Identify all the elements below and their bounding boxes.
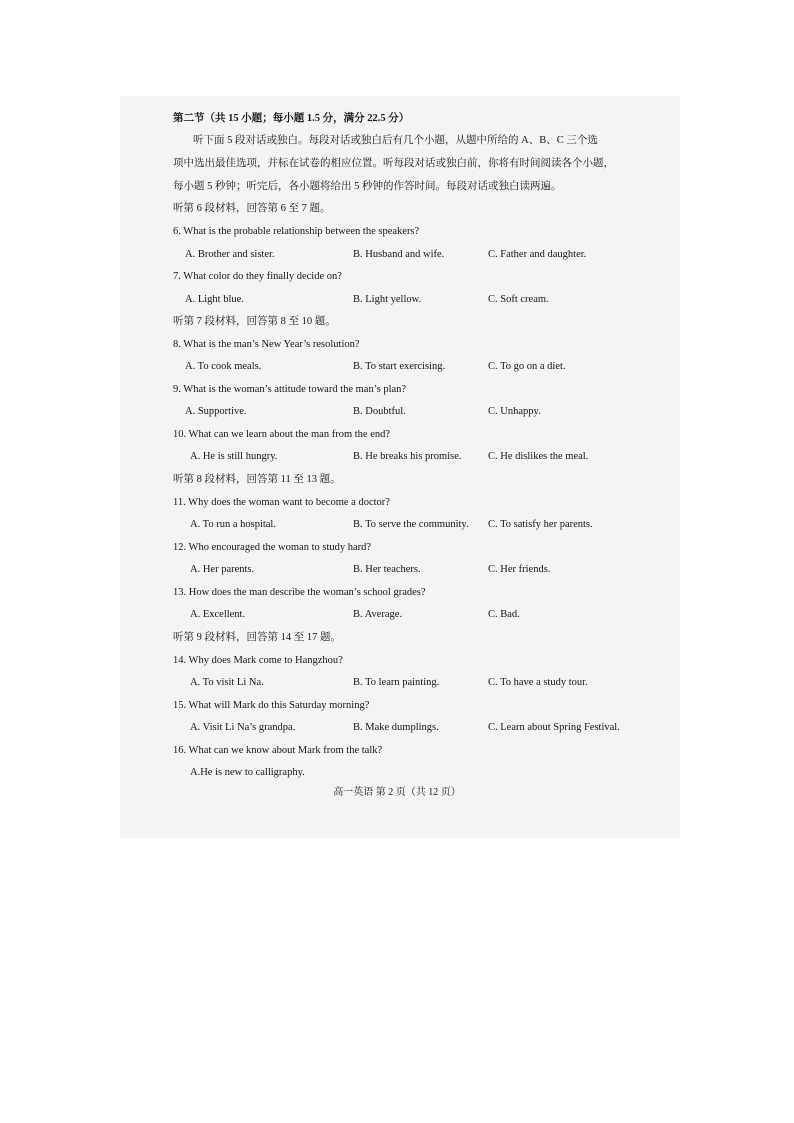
option-c: C. To have a study tour. (488, 677, 588, 688)
option-a: A. To run a hospital. (190, 519, 276, 530)
option-a: A. Her parents. (190, 564, 255, 575)
option-b: B. To start exercising. (353, 361, 446, 372)
question-text: 7. What color do they finally decide on? (173, 271, 342, 282)
option-c: C. Bad. (488, 609, 520, 620)
option-a: A. To cook meals. (185, 361, 262, 372)
option-a: A. To visit Li Na. (190, 677, 264, 688)
option-c: C. To go on a diet. (488, 361, 566, 372)
question-text: 6. What is the probable relationship between the speakers? (173, 226, 420, 237)
option-c: C. To satisfy her parents. (488, 519, 593, 530)
group-intro: 听第 7 段材料，回答第 8 至 10 题。 (173, 316, 336, 327)
question-text: 10. What can we learn about the man from the end? (173, 429, 391, 440)
question-text: 9. What is the woman’s attitude toward the man’s plan? (173, 384, 407, 395)
question-text: 16. What can we know about Mark from the talk? (173, 745, 383, 756)
option-b: B. To learn painting. (353, 677, 440, 688)
option-a: A. Visit Li Na’s grandpa. (190, 722, 296, 733)
question-text: 12. Who encouraged the woman to study hard? (173, 542, 372, 553)
option-b: B. Doubtful. (353, 406, 406, 417)
option-a: A. Brother and sister. (185, 249, 275, 260)
instruction-line: 听下面 5 段对话或独白。每段对话或独白后有几个小题，从题中所给的 A、B、C 三个选 (193, 135, 598, 146)
question-text: 13. How does the man describe the woman’s school grades? (173, 587, 426, 598)
group-intro: 听第 9 段材料，回答第 14 至 17 题。 (173, 632, 341, 643)
instruction-line: 项中选出最佳选项，并标在试卷的相应位置。听每段对话或独白前，你将有时间阅读各个小题， (173, 158, 614, 169)
option-b: B. To serve the community. (353, 519, 469, 530)
option-a: A. Light blue. (185, 294, 244, 305)
option-c: C. Father and daughter. (488, 249, 587, 260)
section-heading: 第二节（共 15 小题；每小题 1.5 分，满分 22.5 分） (173, 113, 410, 124)
option-a: A. He is still hungry. (190, 451, 278, 462)
option-c: C. Soft cream. (488, 294, 549, 305)
option-b: B. He breaks his promise. (353, 451, 462, 462)
option-b: B. Husband and wife. (353, 249, 445, 260)
group-intro: 听第 8 段材料，回答第 11 至 13 题。 (173, 474, 341, 485)
question-text: 14. Why does Mark come to Hangzhou? (173, 655, 343, 666)
option-c: C. Unhappy. (488, 406, 541, 417)
option-a: A.He is new to calligraphy. (190, 767, 305, 778)
option-b: B. Make dumplings. (353, 722, 439, 733)
question-text: 11. Why does the woman want to become a doctor? (173, 497, 390, 508)
option-a: A. Supportive. (185, 406, 247, 417)
question-text: 8. What is the man’s New Year’s resolution? (173, 339, 360, 350)
option-c: C. Learn about Spring Festival. (488, 722, 620, 733)
question-text: 15. What will Mark do this Saturday morning? (173, 700, 370, 711)
group-intro: 听第 6 段材料，回答第 6 至 7 题。 (173, 203, 331, 214)
option-b: B. Her teachers. (353, 564, 421, 575)
option-b: B. Light yellow. (353, 294, 422, 305)
option-c: C. He dislikes the meal. (488, 451, 589, 462)
option-a: A. Excellent. (190, 609, 246, 620)
option-b: B. Average. (353, 609, 403, 620)
option-c: C. Her friends. (488, 564, 551, 575)
instruction-line: 每小题 5 秒钟；听完后，各小题将给出 5 秒钟的作答时间。每段对话或独白读两遍。 (173, 181, 562, 192)
page-footer: 高一英语 第 2 页（共 12 页） (333, 787, 461, 798)
